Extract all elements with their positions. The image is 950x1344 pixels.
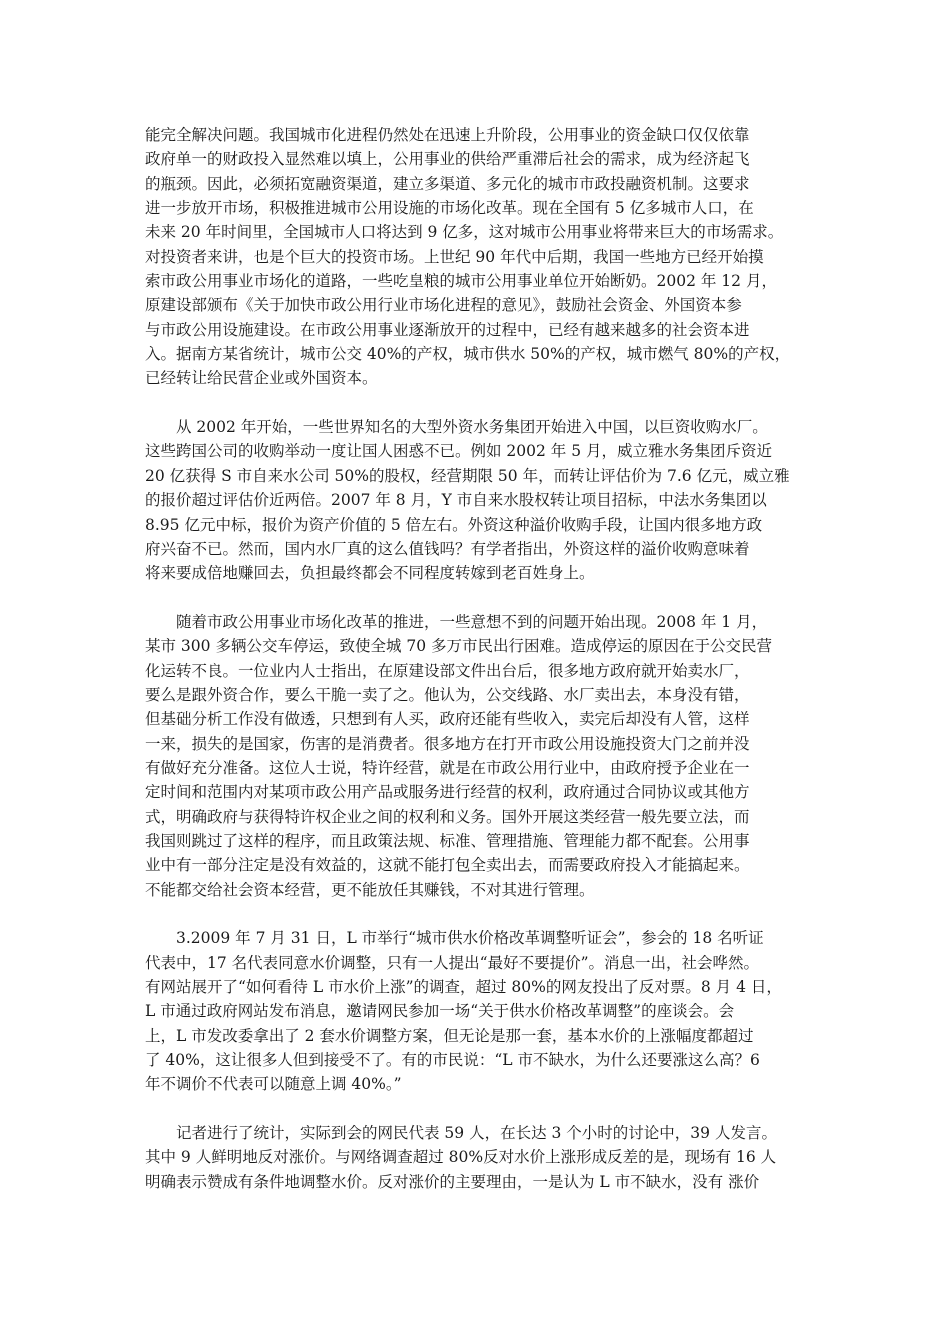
text-line: 随着市政公用事业市场化改革的推进，一些意想不到的问题开始出现。2008 年 1 月， bbox=[145, 612, 768, 631]
text-line: 年不调价不代表可以随意上调 40%。” bbox=[145, 1075, 402, 1094]
paragraph-gap bbox=[145, 391, 805, 415]
text-line: 要么是跟外资合作，要么干脆一卖了之。他认为，公交线路、水厂卖出去，本身没有错， bbox=[145, 685, 750, 704]
text-line: 与市政公用设施建设。在市政公用事业逐渐放开的过程中，已经有越来越多的社会资本进 bbox=[145, 320, 750, 339]
text-line: 从 2002 年开始，一些世界知名的大型外资水务集团开始进入中国，以巨资收购水厂。 bbox=[145, 418, 768, 437]
text-line: 但基础分析工作没有做透，只想到有人买，政府还能有些收入，卖完后却没有人管，这样 bbox=[145, 710, 750, 729]
text-line: 上，L 市发改委拿出了 2 套水价调整方案，但无论是那一套，基本水价的上涨幅度都超过 bbox=[145, 1026, 754, 1045]
paragraph-5 bbox=[145, 1121, 805, 1194]
paragraph-gap bbox=[145, 1097, 805, 1121]
text-line: 3.2009 年 7 月 31 日，L 市举行“城市供水价格改革调整听证会”，参会的 18 名听证 bbox=[145, 929, 764, 948]
text-line: 未来 20 年时间里，全国城市人口将达到 9 亿多，这对城市公用事业将带来巨大的市场需求。 bbox=[145, 223, 784, 242]
text-line: 不能都交给社会资本经营，更不能放任其赚钱，不对其进行管理。 bbox=[145, 880, 595, 899]
text-line: 一来，损失的是国家，伤害的是消费者。很多地方在打开市政公用设施投资大门之前并没 bbox=[145, 734, 750, 753]
document-body bbox=[145, 123, 805, 1194]
paragraph-gap bbox=[145, 586, 805, 610]
text-line: 府兴奋不已。然而，国内水厂真的这么值钱吗？有学者指出，外资这样的溢价收购意味着 bbox=[145, 539, 750, 558]
text-line: 8.95 亿元中标，报价为资产价值的 5 倍左右。外资这种溢价收购手段，让国内很多地方政 bbox=[145, 515, 763, 534]
text-line: 的瓶颈。因此，必须拓宽融资渠道，建立多渠道、多元化的城市市政投融资机制。这要求 bbox=[145, 174, 750, 193]
text-line: 原建设部颁布《关于加快市政公用行业市场化进程的意见》，鼓励社会资金、外国资本参 bbox=[145, 296, 742, 315]
text-line: 这些跨国公司的收购举动一度让国人困惑不已。例如 2002 年 5 月，威立雅水务集团斥资近 bbox=[145, 442, 773, 461]
text-line: 记者进行了统计，实际到会的网民代表 59 人，在长达 3 个小时的讨论中，39 人发言。 bbox=[145, 1124, 777, 1143]
text-line: 有网站展开了“如何看待 L 市水价上涨”的调查，超过 80%的网友投出了反对票。8 月 4 日， bbox=[145, 978, 782, 997]
text-line: L 市通过政府网站发布消息，邀请网民参加一场“关于供水价格改革调整”的座谈会。会 bbox=[145, 1002, 735, 1021]
text-line: 进一步放开市场，积极推进城市公用设施的市场化改革。现在全国有 5 亿多城市人口，在 bbox=[145, 199, 754, 218]
text-line: 业中有一部分注定是没有效益的，这就不能打包全卖出去，而需要政府投入才能搞起来。 bbox=[145, 856, 750, 875]
text-line: 代表中，17 名代表同意水价调整，只有一人提出“最好不要提价”。消息一出，社会哗然。 bbox=[145, 953, 760, 972]
text-line: 能完全解决问题。我国城市化进程仍然处在迅速上升阶段，公用事业的资金缺口仅仅依靠 bbox=[145, 126, 750, 144]
text-line: 入。据南方某省统计，城市公交 40%的产权，城市供水 50%的产权，城市燃气 80%的产权， bbox=[145, 345, 791, 364]
paragraph-2 bbox=[145, 415, 805, 585]
text-line: 明确表示赞成有条件地调整水价。反对涨价的主要理由，一是认为 L 市不缺水，没有 涨价 bbox=[145, 1172, 760, 1191]
text-line: 索市政公用事业市场化的道路，一些吃皇粮的城市公用事业单位开始断奶。2002 年 12 月， bbox=[145, 272, 777, 291]
text-line: 的报价超过评估价近两倍。2007 年 8 月，Y 市自来水股权转让项目招标，中法水务集团以 bbox=[145, 491, 767, 510]
text-line: 政府单一的财政投入显然难以填上，公用事业的供给严重滞后社会的需求，成为经济起飞 bbox=[145, 150, 750, 169]
text-line: 已经转让给民营企业或外国资本。 bbox=[145, 369, 378, 388]
text-line: 化运转不良。一位业内人士指出，在原建设部文件出台后，很多地方政府就开始卖水厂， bbox=[145, 661, 750, 680]
text-line: 我国则跳过了这样的程序，而且政策法规、标准、管理措施、管理能力都不配套。公用事 bbox=[145, 831, 750, 850]
text-line: 定时间和范围内对某项市政公用产品或服务进行经营的权利，政府通过合同协议或其他方 bbox=[145, 783, 750, 802]
text-line: 将来要成倍地赚回去，负担最终都会不同程度转嫁到老百姓身上。 bbox=[145, 564, 595, 583]
text-line: 对投资者来讲，也是个巨大的投资市场。上世纪 90 年代中后期，我国一些地方已经开始摸 bbox=[145, 247, 764, 266]
paragraph-1 bbox=[145, 123, 805, 391]
paragraph-4 bbox=[145, 926, 805, 1096]
paragraph-gap bbox=[145, 902, 805, 926]
text-line: 某市 300 多辆公交车停运，致使全城 70 多万市民出行困难。造成停运的原因在于公交民营 bbox=[145, 637, 773, 656]
text-line: 有做好充分准备。这位人士说，特许经营，就是在市政公用行业中，由政府授予企业在一 bbox=[145, 758, 750, 777]
text-line: 其中 9 人鲜明地反对涨价。与网络调查超过 80%反对水价上涨形成反差的是，现场有 16 人 bbox=[145, 1148, 777, 1167]
paragraph-3 bbox=[145, 610, 805, 902]
text-line: 式，明确政府与获得特许权企业之间的权利和义务。国外开展这类经营一般先要立法，而 bbox=[145, 807, 750, 826]
text-line: 20 亿获得 S 市自来水公司 50%的股权，经营期限 50 年，而转让评估价为 7.6 亿元，威立雅 bbox=[145, 466, 790, 485]
text-line: 了 40%，这让很多人但到接受不了。有的市民说：“L 市不缺水，为什么还要涨这么高？6 bbox=[145, 1051, 760, 1070]
